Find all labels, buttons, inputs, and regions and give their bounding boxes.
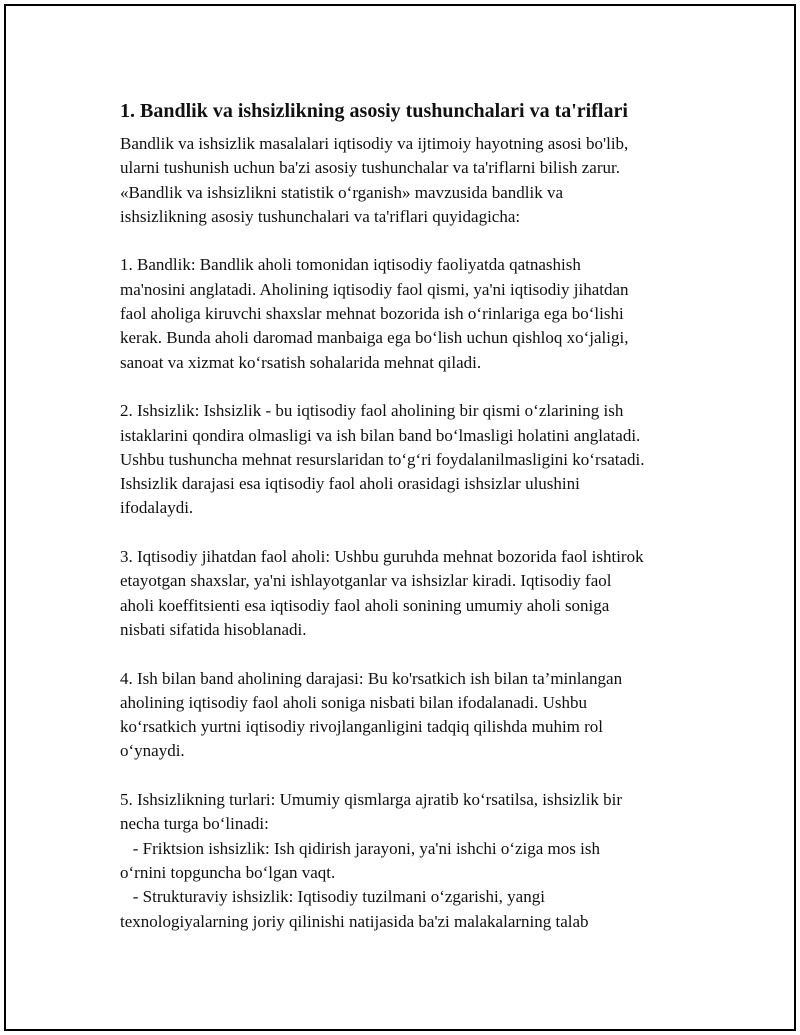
text-line: o‘ynaydi. [120, 741, 185, 761]
text-line: ma'nosini anglatadi. Aholining iqtisodiy faol qismi, ya'ni iqtisodiy jihatdan [120, 279, 629, 299]
text-line: istaklarini qondira olmasligi va ish bilan band bo‘lmasligi holatini anglatadi. [120, 425, 641, 445]
paragraph-6 [120, 788, 710, 934]
section-heading: 1. Bandlik va ishsizlikning asosiy tushunchalari va ta'riflari [120, 100, 628, 122]
paragraph-4 [120, 545, 710, 642]
text-line: 4. Ish bilan band aholining darajasi: Bu ko'rsatkich ish bilan ta’minlangan [120, 668, 623, 688]
text-line: Bandlik va ishsizlik masalalari iqtisodiy va ijtimoiy hayotning asosi bo'lib, [120, 134, 629, 153]
text-line: ko‘rsatkich yurtni iqtisodiy rivojlanganligini tadqiq qilishda muhim rol [120, 717, 604, 737]
text-line: 3. Iqtisodiy jihatdan faol aholi: Ushbu guruhda mehnat bozorida faol ishtirok [120, 547, 644, 567]
text-line: nisbati sifatida hisoblanadi. [120, 619, 307, 639]
paragraph-3 [120, 399, 710, 520]
paragraph-1 [120, 132, 710, 229]
text-line: ishsizlikning asosiy tushunchalari va ta'riflari quyidagicha: [120, 206, 521, 226]
text-line: ularni tushunish uchun ba'zi asosiy tushunchalar va ta'riflarni bilish zarur. [120, 158, 620, 178]
text-line: texnologiyalarning joriy qilinishi natijasida ba'zi malakalarning talab [120, 911, 589, 931]
text-line: Ishsizlik darajasi esa iqtisodiy faol aholi orasidagi ishsizlar ulushini [120, 474, 580, 494]
text-line: aholi koeffitsienti esa iqtisodiy faol aholi sonining umumiy aholi soniga [120, 595, 610, 615]
document-body [120, 96, 710, 958]
paragraph-5 [120, 667, 710, 764]
text-line: sanoat va xizmat ko‘rsatish sohalarida mehnat qiladi. [120, 352, 482, 372]
text-line: aholining iqtisodiy faol aholi soniga nisbati bilan ifodalanadi. Ushbu [120, 692, 587, 712]
text-line: - Strukturaviy ishsizlik: Iqtisodiy tuzilmani o‘zgarishi, yangi [120, 887, 545, 907]
text-line: ifodalaydi. [120, 498, 194, 518]
paragraph-list [120, 132, 710, 934]
text-line: Ushbu tushuncha mehnat resurslaridan to‘g‘ri foydalanilmasligini ko‘rsatadi. [120, 449, 645, 469]
paragraph-2 [120, 253, 710, 374]
text-line: 5. Ishsizlikning turlari: Umumiy qismlarga ajratib ko‘rsatilsa, ishsizlik bir [120, 790, 623, 810]
text-line: - Friktsion ishsizlik: Ish qidirish jarayoni, ya'ni ishchi o‘ziga mos ish [120, 838, 600, 858]
text-line: faol aholiga kiruvchi shaxslar mehnat bozorida ish o‘rinlariga ega bo‘lishi [120, 304, 624, 324]
page-frame [4, 4, 796, 1031]
text-line: kerak. Bunda aholi daromad manbaiga ega bo‘lish uchun qishloq xo‘jaligi, [120, 328, 629, 348]
text-line: necha turga bo‘linadi: [120, 814, 269, 834]
text-line: «Bandlik va ishsizlikni statistik o‘rganish» mavzusida bandlik va [120, 182, 564, 202]
text-line: 1. Bandlik: Bandlik aholi tomonidan iqtisodiy faoliyatda qatnashish [120, 255, 581, 275]
text-line: etayotgan shaxslar, ya'ni ishlayotganlar va ishsizlar kiradi. Iqtisodiy faol [120, 571, 612, 591]
text-line: o‘rnini topguncha bo‘lgan vaqt. [120, 862, 336, 882]
text-line: 2. Ishsizlik: Ishsizlik - bu iqtisodiy faol aholining bir qismi o‘zlarining ish [120, 401, 624, 421]
